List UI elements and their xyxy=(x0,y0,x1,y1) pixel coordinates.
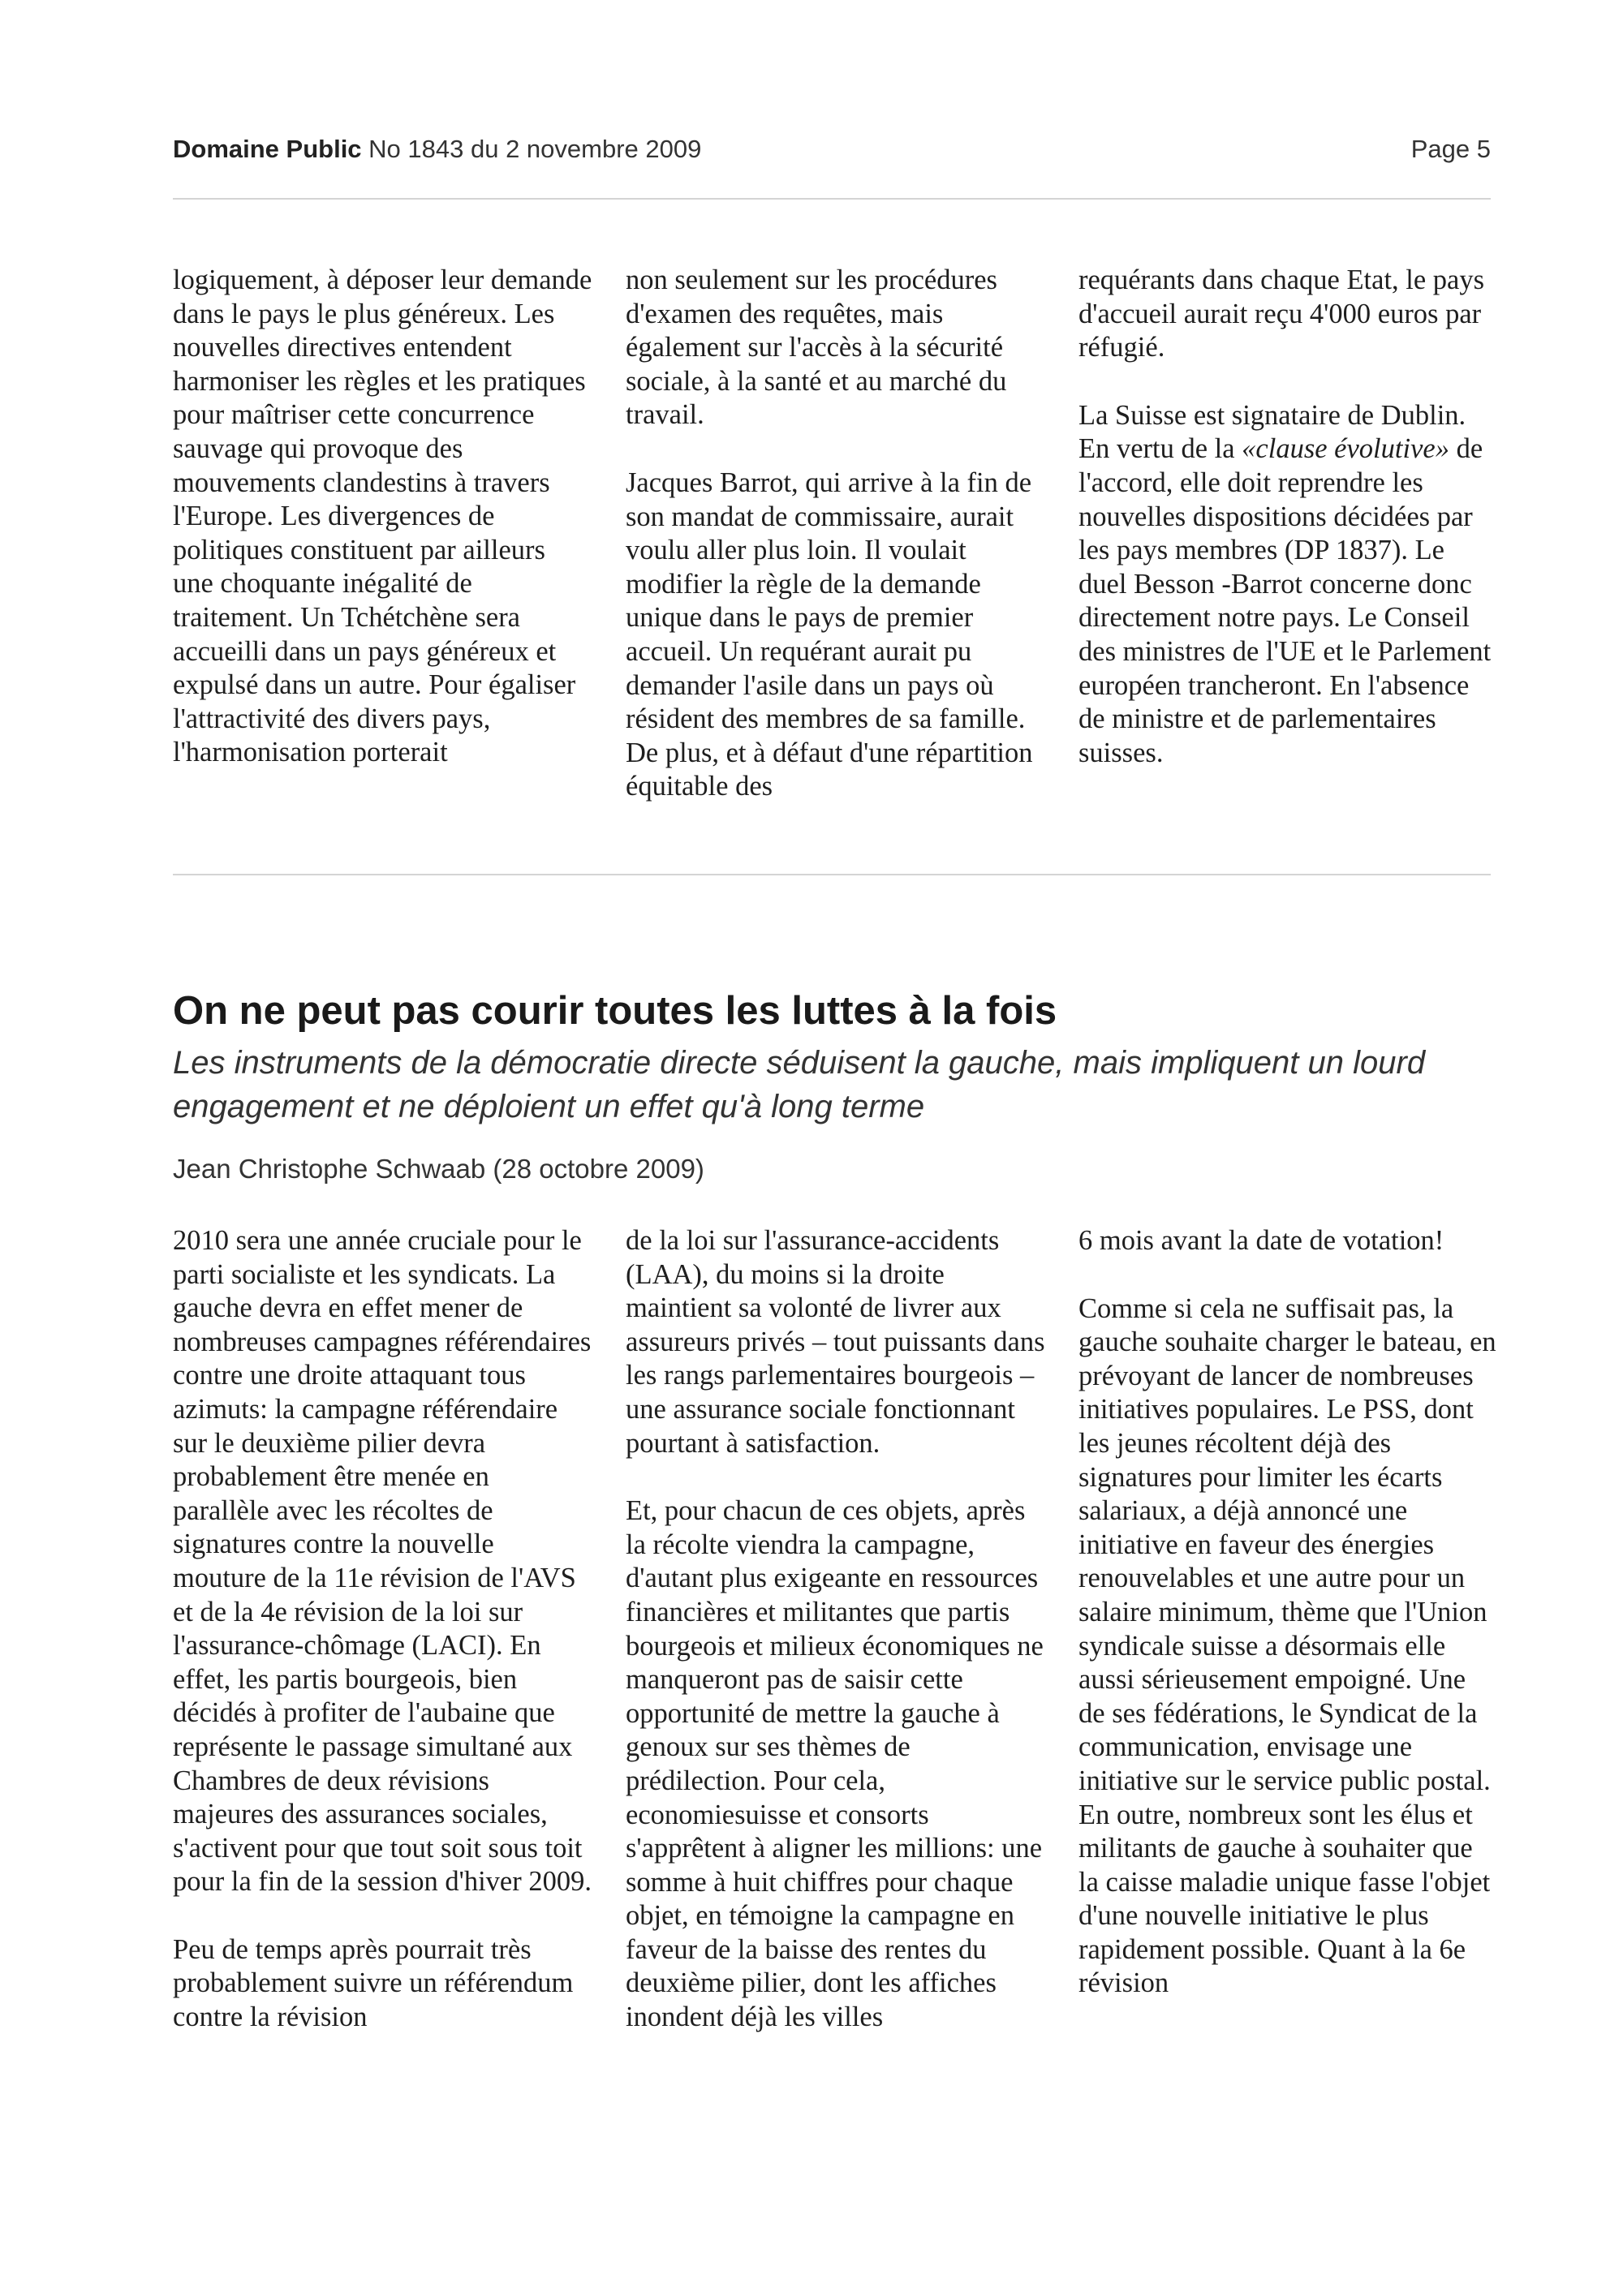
paragraph: 6 mois avant la date de votation! xyxy=(1078,1225,1444,1256)
issue-info: No 1843 du 2 novembre 2009 xyxy=(368,135,702,163)
page-header xyxy=(173,135,1491,167)
text-run: de l'accord, elle doit reprendre les nouvelles dispositions décidées par les pays membres (DP 1837). Le duel Besson -Barrot concerne donc directement notre pays. xyxy=(1078,433,1483,634)
text-run: La Suisse est signataire de Dublin. En vertu de la xyxy=(1078,399,1466,465)
previous-article-column-1 xyxy=(173,264,592,770)
previous-article-column-2 xyxy=(626,264,1045,804)
article-subtitle: Les instruments de la démocratie directe séduisent la gauche, mais impliquent un lourd engagement et ne déploient un effet qu'à long terme xyxy=(173,1045,1426,1124)
header-publication-info xyxy=(173,135,701,164)
publication-name: Domaine Public xyxy=(173,135,362,163)
article-title: On ne peut pas courir toutes les luttes à la fois xyxy=(173,989,1057,1033)
article-column-1 xyxy=(173,1224,592,2035)
clause-evolutive-emphasis: «clause évolutive» xyxy=(1242,433,1449,465)
paragraph: de la loi sur l'assurance-accidents (LAA), du moins si la droite maintient sa volonté de livrer aux assureurs privés – tout puissants dans les rangs parlementaires bourgeois – une assurance sociale fonctionnant pourtant à satisfaction. xyxy=(626,1225,1045,1459)
paragraph xyxy=(1078,399,1498,771)
paragraph: requérants dans chaque Etat, le pays d'accueil aurait reçu 4'000 euros par réfugié. xyxy=(1078,264,1485,363)
text-run: Le Conseil des ministres de l'UE et le Parlement européen trancheront. En l'absence de ministre et de parlementaires suisses. xyxy=(1078,602,1492,768)
paragraph: Jacques Barrot, qui arrive à la fin de son mandat de commissaire, aurait voulu aller plus loin. Il voulait modifier la règle de la demande unique dans le pays de premier accueil. Un requérant aurait pu demander l'asile dans un pays où résident des membres de sa famille. De plus, et à défaut d'une répartition équitable des xyxy=(626,467,1033,802)
paragraph: non seulement sur les procédures d'examen des requêtes, mais également sur l'accès à la sécurité sociale, à la santé et au marché du travail. xyxy=(626,264,1007,431)
paragraph: Comme si cela ne suffisait pas, la gauche souhaite charger le bateau, en prévoyant de lancer de nombreuses initiatives populaires. Le PSS, dont les jeunes récoltent déjà des signatures pour limiter les écarts salariaux, a déjà annoncé une initiative en faveur des énergies renouvelables et une autre pour un salaire minimum, thème que l'Union syndicale suisse a désormais elle aussi sérieusement empoigné. Une de ses fédérations, le Syndicat de la communication, envisage une initiative sur le service public postal. En outre, nombreux sont les élus et militants de gauche à souhaiter que la caisse maladie unique fasse l'objet d'une nouvelle initiative le plus rapidement possible. Quant à la 6e révision xyxy=(1078,1292,1496,1999)
header-divider xyxy=(173,198,1491,200)
previous-article-column-3 xyxy=(1078,264,1498,770)
paragraph: logiquement, à déposer leur demande dans le pays le plus généreux. Les nouvelles directives entendent harmoniser les règles et les pratiques pour maîtriser cette concurrence sauvage qui provoque des mouvements clandestins à travers l'Europe. Les divergences de politiques constituent par ailleurs une choquante inégalité de traitement. Un Tchétchène sera accueilli dans un pays généreux et expulsé dans un autre. Pour égaliser l'attractivité des divers pays, l'harmonisation porterait xyxy=(173,264,592,768)
paragraph: 2010 sera une année cruciale pour le parti socialiste et les syndicats. La gauche devra en effet mener de nombreuses campagnes référendaires contre une droite attaquant tous azimuts: la campagne référendaire sur le deuxième pilier devra probablement être menée en parallèle avec les récoltes de signatures contre la nouvelle mouture de la 11e révision de l'AVS et de la 4e révision de la loi sur l'assurance-chômage (LACI). En effet, les partis bourgeois, bien décidés à profiter de l'aubaine que représente le passage simultané aux Chambres de deux révisions majeures des assurances sociales, s'activent pour que tout soit sous toit pour la fin de la session d'hiver 2009. xyxy=(173,1225,592,1898)
paragraph: Et, pour chacun de ces objets, après la récolte viendra la campagne, d'autant plus exigeante en ressources financières et militantes que partis bourgeois et milieux économiques ne manqueront pas de saisir cette opportunité de mettre la gauche à genoux sur ses thèmes de prédilection. Pour cela, economiesuisse et consorts s'apprêtent à aligner les millions: une somme à huit chiffres pour chaque objet, en témoigne la campagne en faveur de la baisse des rentes du deuxième pilier, dont les affiches inondent déjà les villes xyxy=(626,1495,1044,2033)
paragraph: Peu de temps après pourrait très probablement suivre un référendum contre la révision xyxy=(173,1933,574,2033)
article-column-2 xyxy=(626,1224,1045,2035)
article-byline: Jean Christophe Schwaab (28 octobre 2009) xyxy=(173,1154,704,1184)
page-number: Page 5 xyxy=(1410,135,1491,163)
article-divider xyxy=(173,874,1491,875)
article-column-3 xyxy=(1078,1224,1498,2001)
